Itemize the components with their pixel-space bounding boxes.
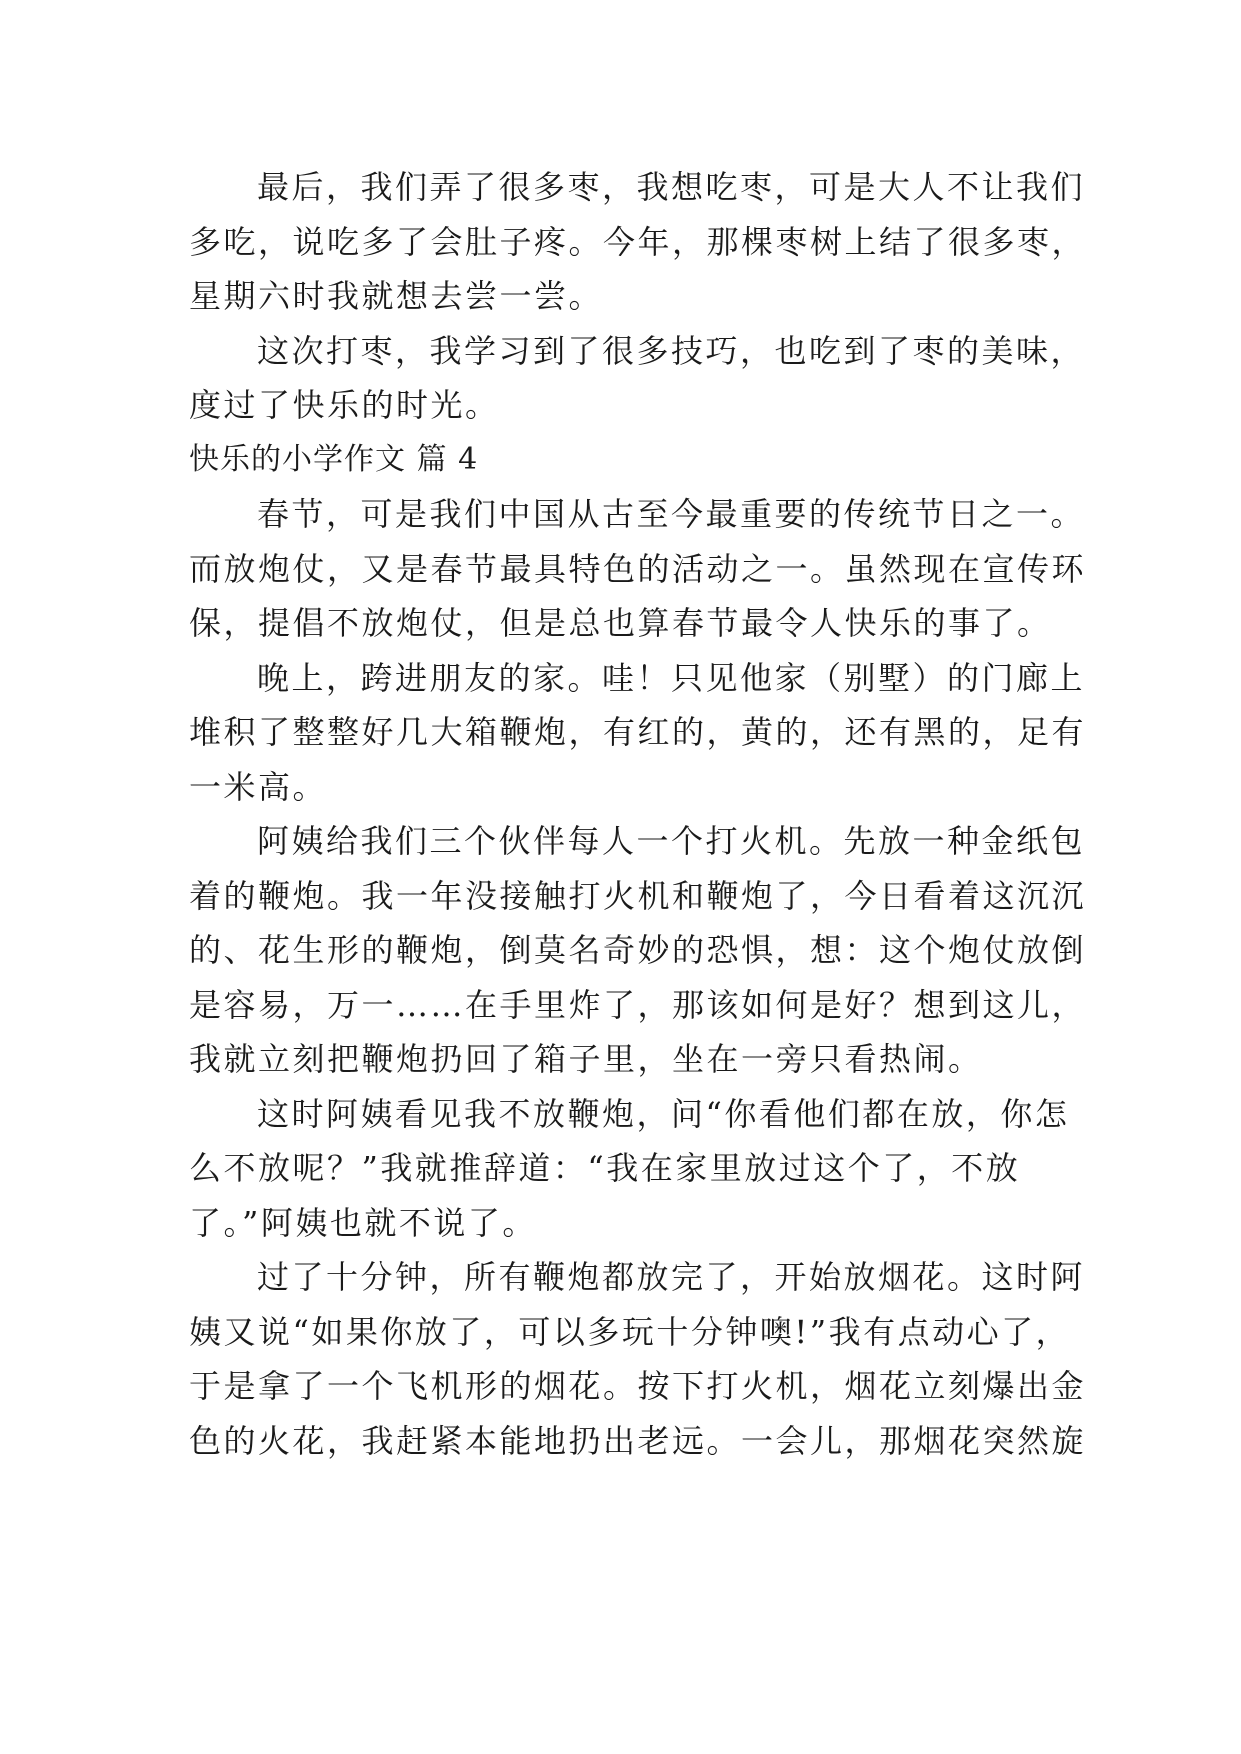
essay-4-heading: 快乐的小学作文 篇 4 xyxy=(189,441,479,477)
text-line: 了。”阿姨也就不说了。 xyxy=(189,1203,537,1242)
text-line: 么不放呢？”我就推辞道：“我在家里放过这个了，不放 xyxy=(189,1149,1021,1187)
text-line: 而放炮仗，又是春节最具特色的活动之一。虽然现在宣传环 xyxy=(189,549,1087,588)
text-line: 度过了快乐的时光。 xyxy=(189,386,500,424)
essay-4-body xyxy=(189,487,1087,1468)
essay-3-ending xyxy=(189,160,1087,433)
text-line: 是容易，万一……在手里炸了，那该如何是好？想到这儿， xyxy=(189,985,1087,1024)
text-line: 于是拿了一个飞机形的烟花。按下打火机，烟花立刻爆出金 xyxy=(189,1367,1087,1405)
text-line: 晚上，跨进朋友的家。哇！只见他家（别墅）的门廊上 xyxy=(257,658,1086,697)
text-line: 过了十分钟，所有鞭炮都放完了，开始放烟花。这时阿 xyxy=(257,1258,1086,1296)
text-line: 着的鞭炮。我一年没接触打火机和鞭炮了，今日看着这沉沉 xyxy=(189,876,1087,915)
text-line: 星期六时我就想去尝一尝。 xyxy=(189,277,604,315)
text-line: 保，提倡不放炮仗，但是总也算春节最令人快乐的事了。 xyxy=(189,604,1052,642)
text-line: 这时阿姨看见我不放鞭炮，问“你看他们都在放，你怎 xyxy=(257,1094,1070,1133)
text-line: 色的火花，我赶紧本能地扔出老远。一会儿，那烟花突然旋 xyxy=(189,1421,1087,1460)
text-line: 阿姨给我们三个伙伴每人一个打火机。先放一种金纸包 xyxy=(257,822,1086,860)
text-line: 多吃，说吃多了会肚子疼。今年，那棵枣树上结了很多枣， xyxy=(189,222,1087,261)
text-line: 我就立刻把鞭炮扔回了箱子里，坐在一旁只看热闹。 xyxy=(189,1040,983,1078)
text-line: 姨又说“如果你放了，可以多玩十分钟噢!”我有点动心了， xyxy=(189,1312,1071,1351)
text-line: 一米高。 xyxy=(189,767,328,806)
text-line: 堆积了整整好几大箱鞭炮，有红的，黄的，还有黑的，足有 xyxy=(189,713,1087,751)
text-line: 这次打枣，我学习到了很多技巧，也吃到了枣的美味， xyxy=(257,331,1086,370)
document-page xyxy=(189,160,1087,1468)
text-line: 最后，我们弄了很多枣，我想吃枣，可是大人不让我们 xyxy=(257,168,1086,206)
text-line: 春节，可是我们中国从古至今最重要的传统节日之一。 xyxy=(257,495,1086,533)
text-line: 的、花生形的鞭炮，倒莫名奇妙的恐惧，想：这个炮仗放倒 xyxy=(189,931,1087,969)
